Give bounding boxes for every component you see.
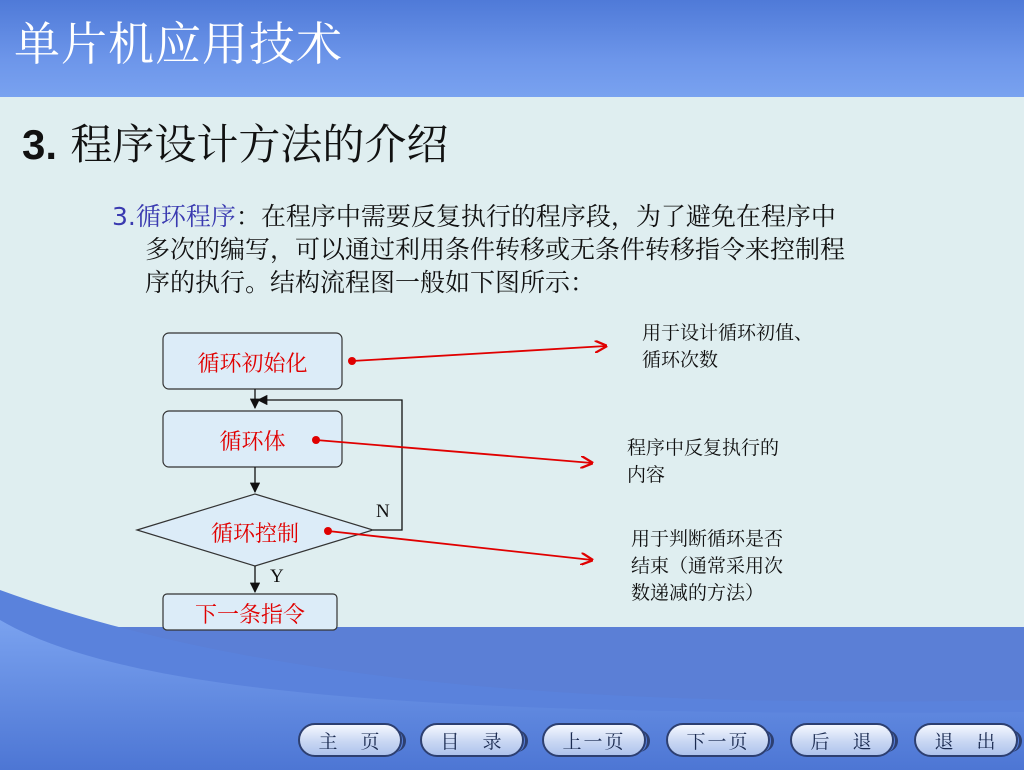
control-note-line-1: 用于判断循环是否: [631, 528, 784, 550]
control-note-line-3: 数递减的方法）: [631, 582, 765, 604]
nav-toc-button[interactable]: 目 录: [420, 723, 524, 757]
control-annotation-arrow: [328, 531, 592, 560]
init-box-label: 循环初始化: [197, 352, 308, 377]
paragraph-line-3: 序的执行。结构流程图一般如下图所示：: [145, 268, 596, 297]
slide-header-title: 单片机应用技术: [14, 17, 343, 71]
section-number: 3.: [22, 121, 58, 168]
init-note-line-2: 循环次数: [642, 349, 719, 371]
section-title-text: 程序设计方法的介绍: [70, 120, 449, 169]
paragraph-lead: 3.循环程序: [112, 202, 236, 231]
body-note-line-1: 程序中反复执行的: [627, 437, 780, 459]
init-note-line-1: 用于设计循环初值、: [642, 322, 814, 344]
init-note: [642, 320, 813, 374]
body-note: [627, 435, 779, 489]
nav-home-button[interactable]: 主 页: [298, 723, 402, 757]
exit-label-y: Y: [270, 566, 284, 587]
nav-next-button[interactable]: 下一页: [666, 723, 770, 757]
paragraph-line-2: 多次的编写，可以通过利用条件转移或无条件转移指令来控制程: [145, 235, 846, 264]
control-note-line-2: 结束（通常采用次: [631, 555, 784, 577]
next-box-label: 下一条指令: [194, 603, 305, 628]
loop-label-n: N: [376, 501, 390, 522]
paragraph-line-1-text: ：在程序中需要反复执行的程序段，为了避免在程序中: [235, 202, 836, 231]
control-diamond-label: 循环控制: [210, 522, 299, 547]
body-box-label: 循环体: [219, 430, 286, 455]
init-annotation-arrow: [352, 346, 606, 361]
body-note-line-2: 内容: [627, 464, 666, 486]
nav-exit-button[interactable]: 退 出: [914, 723, 1018, 757]
nav-back-button[interactable]: 后 退: [790, 723, 894, 757]
nav-prev-button[interactable]: 上一页: [542, 723, 646, 757]
body-annotation-arrow: [316, 440, 592, 463]
control-note: [631, 526, 783, 607]
